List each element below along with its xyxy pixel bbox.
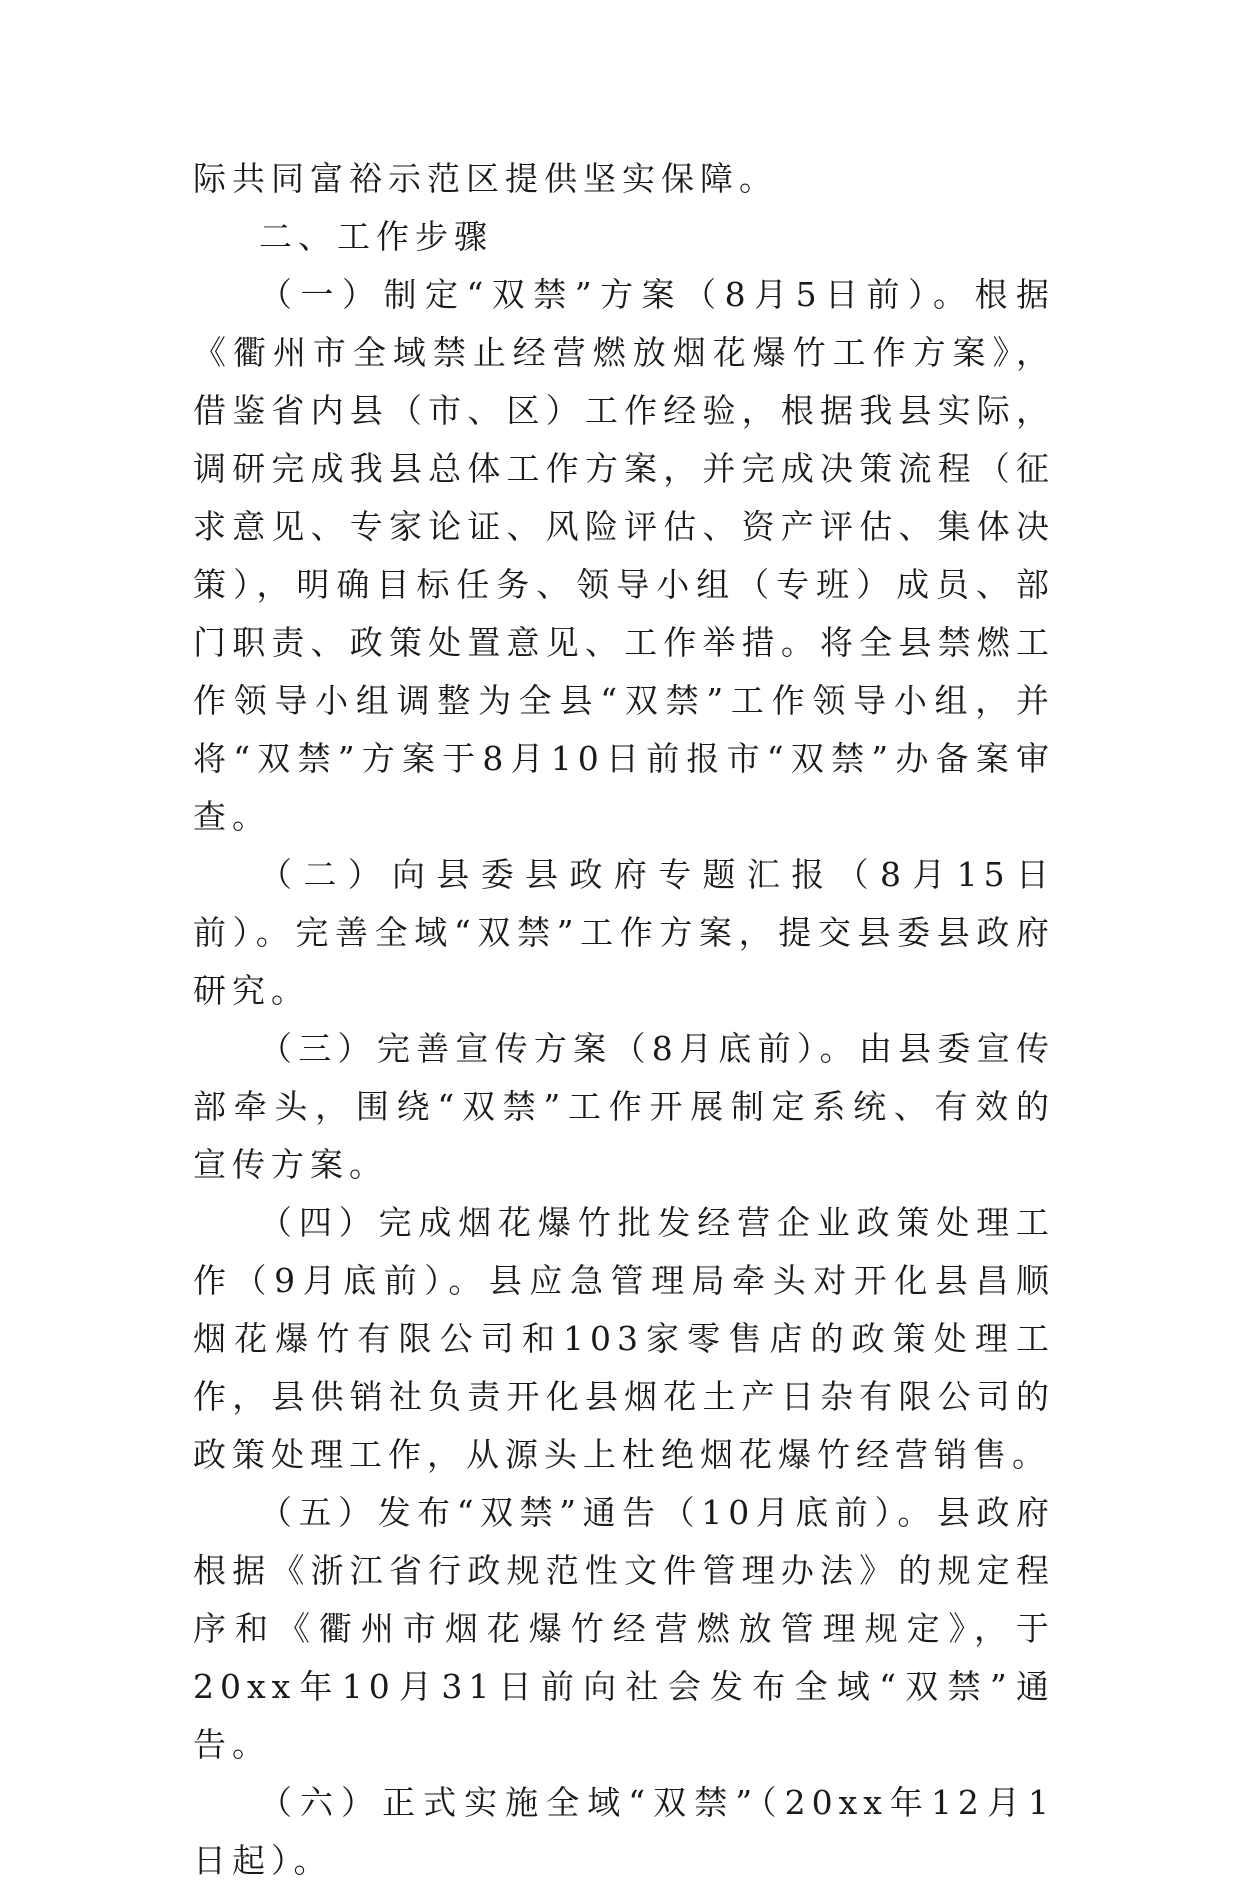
paragraph-step-4: （四）完成烟花爆竹批发经营企业政策处理工作（9月底前）。县应急管理局牵头对开化县昌顺烟花爆竹有限公司和103家零售店的政策处理工作，县供销社负责开化县烟花土产日杂有限公司的政策处理工作，从源头上杜绝烟花爆竹经营销售。 (193, 1203, 1055, 1474)
paragraph-step-5: （五）发布“双禁”通告（10月底前）。县政府根据《浙江省行政规范性文件管理办法》的规定程序和《衢州市烟花爆竹经营燃放管理规定》，于20xx年10月31日前向社会发布全域“双禁”通告。 (193, 1493, 1055, 1764)
paragraph-step-2: （二）向县委县政府专题汇报（8月15日前）。完善全域“双禁”工作方案，提交县委县政府研究。 (193, 855, 1055, 1010)
paragraph-continuation: 际共同富裕示范区提供坚实保障。 (193, 159, 778, 198)
paragraph-step-6: （六）正式实施全域“双禁”（20xx年12月1日起）。 (193, 1783, 1055, 1880)
section-heading: 二、工作步骤 (259, 217, 493, 256)
document-body (193, 150, 1055, 1890)
paragraph-step-3: （三）完善宣传方案（8月底前）。由县委宣传部牵头，围绕“双禁”工作开展制定系统、有效的宣传方案。 (193, 1029, 1055, 1184)
paragraph-step-1: （一）制定“双禁”方案（8月5日前）。根据《衢州市全域禁止经营燃放烟花爆竹工作方案》，借鉴省内县（市、区）工作经验，根据我县实际，调研完成我县总体工作方案，并完成决策流程（征求意见、专家论证、风险评估、资产评估、集体决策），明确目标任务、领导小组（专班）成员、部门职责、政策处置意见、工作举措。将全县禁燃工作领导小组调整为全县“双禁”工作领导小组，并将“双禁”方案于8月10日前报市“双禁”办备案审查。 (193, 275, 1055, 836)
